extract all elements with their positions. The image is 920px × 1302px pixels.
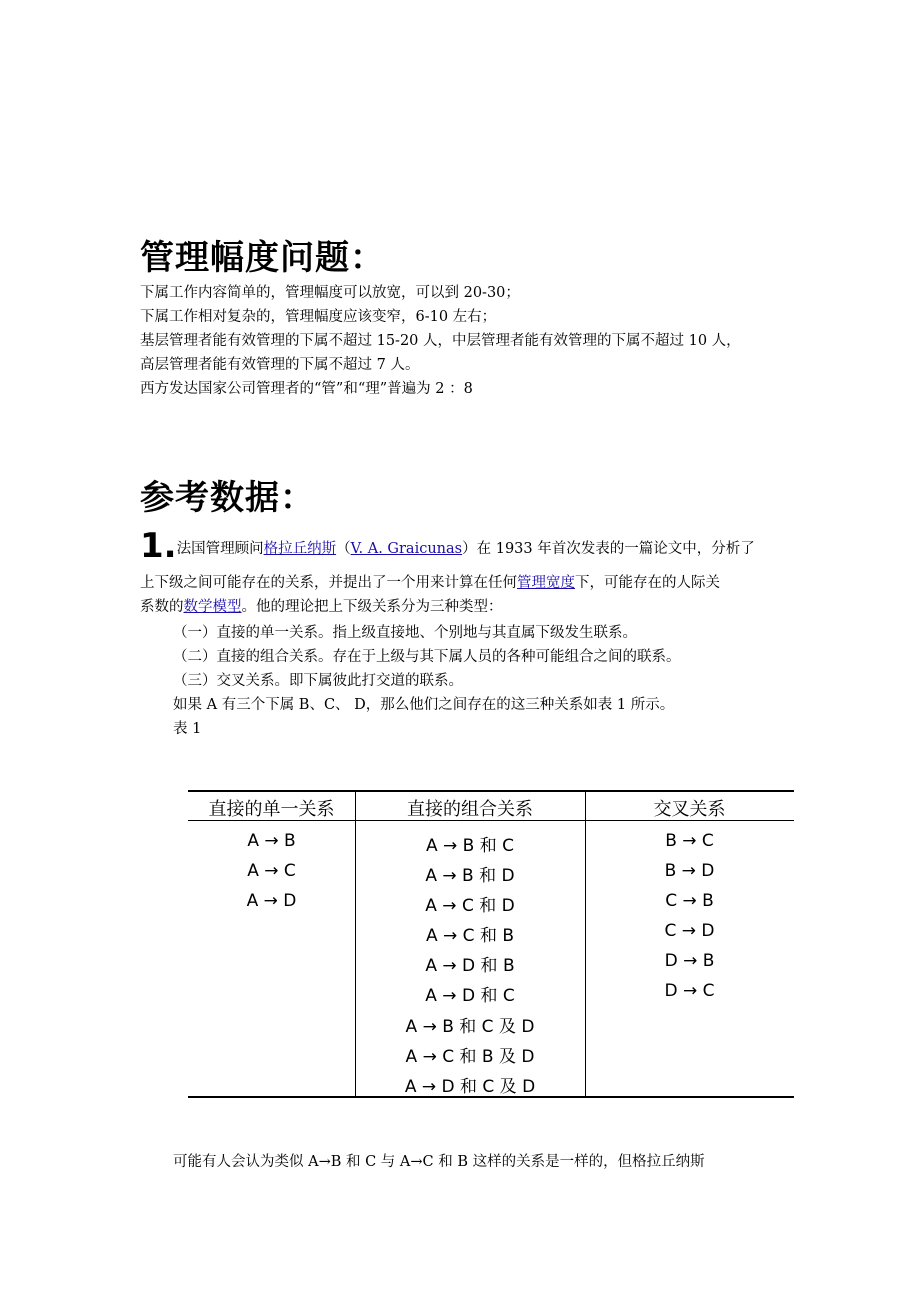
table-cell: C → D: [664, 921, 715, 941]
relation-type-line: （一）直接的单一关系。指上级直接地、个别地与其直属下级发生联系。: [173, 625, 637, 641]
paragraph-line: 基层管理者能有效管理的下属不超过 15-20 人，中层管理者能有效管理的下属不超过 10 人，: [140, 333, 741, 349]
table-cell: A → B 和 C: [425, 836, 515, 856]
paragraph-line: 可能有人会认为类似 A→B 和 C 与 A→C 和 B 这样的关系是一样的，但格拉丘纳斯: [173, 1154, 705, 1170]
paragraph-line: 高层管理者能有效管理的下属不超过 7 人。: [140, 357, 420, 373]
link-management-width[interactable]: 管理宽度: [517, 575, 575, 591]
table-header-cross: 交叉关系: [653, 799, 726, 820]
table-cell: B → C: [665, 831, 714, 851]
relations-table: [188, 790, 794, 1098]
table-cell: A → D 和 C 及 D: [404, 1077, 536, 1097]
section-heading-span-of-control: 管理幅度问题：: [140, 238, 385, 278]
table-cell: A → D 和 C: [425, 986, 515, 1006]
link-graicunas-en[interactable]: V. A. Graicunas: [350, 541, 463, 557]
example-line: 如果 A 有三个下属 B、C、 D，那么他们之间存在的这三种关系如表 1 所示。: [173, 697, 675, 713]
table-top-rule: [188, 790, 794, 792]
link-math-model[interactable]: 数学模型: [183, 599, 242, 615]
paragraph-line: 下属工作内容简单的，管理幅度可以放宽，可以到 20-30；: [140, 285, 520, 301]
table-cell: C → B: [665, 891, 714, 911]
item-number: 1.: [140, 526, 177, 566]
table-cell: B → D: [664, 861, 715, 881]
table-cell: A → D: [246, 891, 297, 911]
relation-type-line: （二）直接的组合关系。存在于上级与其下属人员的各种可能组合之间的联系。: [173, 649, 681, 665]
table-cell: A → B: [247, 831, 296, 851]
table-cell: D → C: [664, 981, 715, 1001]
table-cell: A → B 和 D: [425, 866, 515, 886]
paragraph-line: 1.法国管理顾问格拉丘纳斯（V. A. Graicunas）在 1933 年首次发表的一篇论文中，分析了: [140, 526, 755, 566]
table-cell: A → C 和 B: [425, 926, 515, 946]
table-caption: 表 1: [173, 721, 202, 737]
paragraph-line: 下属工作相对复杂的，管理幅度应该变窄，6-10 左右；: [140, 309, 497, 325]
table-cell: A → D 和 B: [425, 956, 515, 976]
table-cell: A → C 和 D: [425, 896, 515, 916]
relation-type-line: （三）交叉关系。即下属彼此打交道的联系。: [173, 673, 463, 689]
table-cell: A → C 和 B 及 D: [405, 1047, 535, 1067]
table-header-direct-single: 直接的单一关系: [208, 799, 335, 820]
table-cell: D → B: [664, 951, 715, 971]
paragraph-line: 系数的数学模型。他的理论把上下级关系分为三种类型：: [140, 599, 503, 615]
table-cell: A → C: [247, 861, 296, 881]
link-graicunas-cn[interactable]: 格拉丘纳斯: [263, 541, 337, 557]
paragraph-line: 上下级之间可能存在的关系，并提出了一个用来计算在任何管理宽度下，可能存在的人际关: [140, 575, 720, 591]
section-heading-reference: 参考数据：: [140, 478, 315, 518]
table-header-direct-group: 直接的组合关系: [407, 799, 533, 820]
paragraph-line: 西方发达国家公司管理者的“管”和“理”普遍为 2 ：8: [140, 381, 473, 397]
table-cell: A → B 和 C 及 D: [405, 1017, 535, 1037]
